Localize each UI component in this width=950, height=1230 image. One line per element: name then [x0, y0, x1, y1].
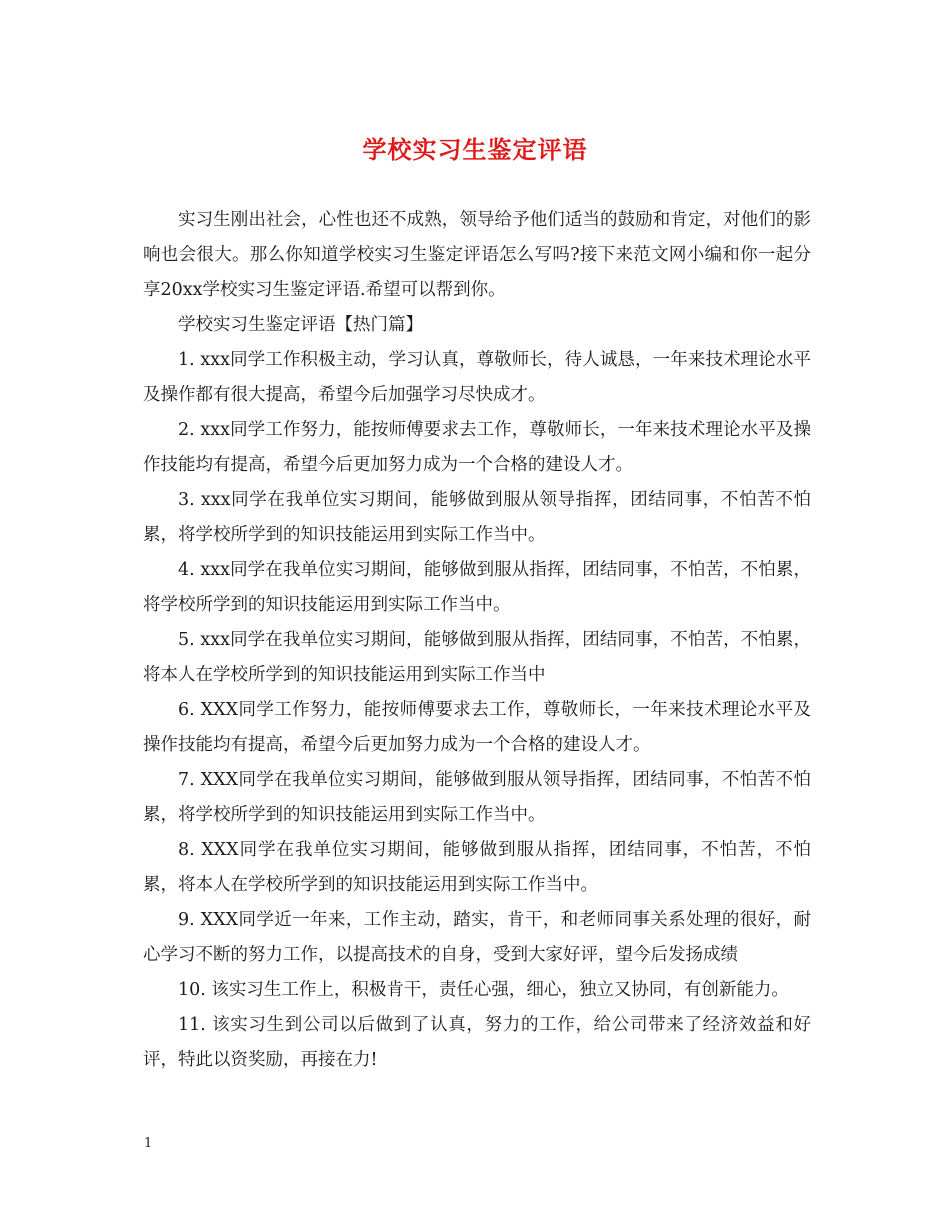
comment-item-10: 10. 该实习生工作上，积极肯干，责任心强，细心，独立又协同，有创新能力。: [178, 980, 789, 1000]
comment-item-1: 1. xxx同学工作积极主动，学习认真，尊敬师长，待人诚恳，一年来技术理论水平及操作都有很大提高，希望今后加强学习尽快成才。: [143, 350, 811, 405]
comment-item-3: 3. xxx同学在我单位实习期间，能够做到服从领导指挥，团结同事，不怕苦不怕累，将学校所学到的知识技能运用到实际工作当中。: [143, 490, 811, 545]
comment-item-9: 9. XXX同学近一年来，工作主动，踏实，肯干，和老师同事关系处理的很好，耐心学习不断的努力工作，以提高技术的自身，受到大家好评，望今后发扬成绩: [143, 910, 811, 965]
comment-item-5: 5. xxx同学在我单位实习期间，能够做到服从指挥，团结同事，不怕苦，不怕累，将本人在学校所学到的知识技能运用到实际工作当中: [143, 630, 811, 685]
comment-item-7: 7. XXX同学在我单位实习期间，能够做到服从领导指挥，团结同事，不怕苦不怕累，将学校所学到的知识技能运用到实际工作当中。: [143, 770, 811, 825]
comment-item-11: 11. 该实习生到公司以后做到了认真，努力的工作，给公司带来了经济效益和好评，特此以资奖励，再接在力!: [143, 1015, 811, 1070]
comment-item-2: 2. xxx同学工作努力，能按师傅要求去工作，尊敬师长，一年来技术理论水平及操作技能均有提高，希望今后更加努力成为一个合格的建设人才。: [143, 420, 811, 475]
comment-item-6: 6. XXX同学工作努力，能按师傅要求去工作，尊敬师长，一年来技术理论水平及操作技能均有提高，希望今后更加努力成为一个合格的建设人才。: [143, 700, 811, 755]
page-number: 1: [144, 1136, 153, 1151]
document-body: [143, 203, 811, 1078]
comment-item-4: 4. xxx同学在我单位实习期间，能够做到服从指挥，团结同事，不怕苦，不怕累，将学校所学到的知识技能运用到实际工作当中。: [143, 560, 811, 615]
document-title: 学校实习生鉴定评语: [362, 135, 588, 164]
comment-item-8: 8. XXX同学在我单位实习期间，能够做到服从指挥，团结同事，不怕苦，不怕累，将本人在学校所学到的知识技能运用到实际工作当中。: [143, 840, 811, 895]
section-heading: 学校实习生鉴定评语【热门篇】: [178, 315, 423, 335]
intro-paragraph: 实习生刚出社会，心性也还不成熟，领导给予他们适当的鼓励和肯定，对他们的影响也会很大。那么你知道学校实习生鉴定评语怎么写吗?接下来范文网小编和你一起分享20xx学校实习生鉴定评语.希望可以帮到你。: [143, 210, 811, 300]
